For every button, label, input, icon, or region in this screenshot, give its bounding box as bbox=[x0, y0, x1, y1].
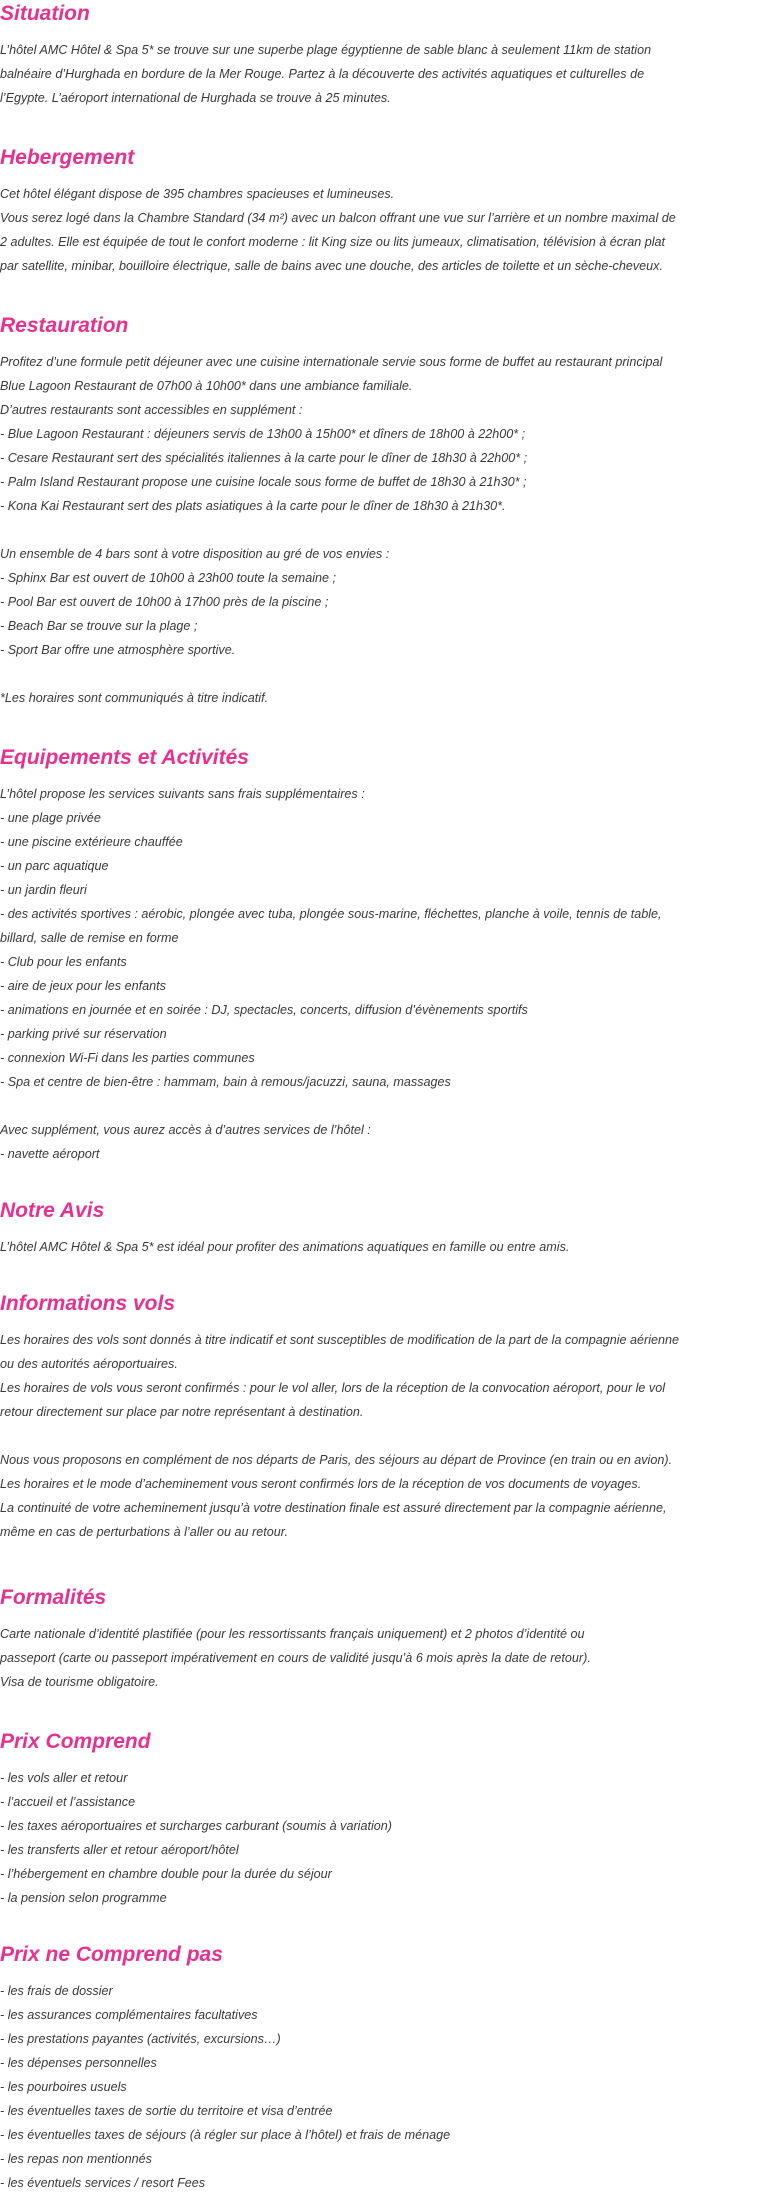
section-heading: Restauration bbox=[0, 314, 129, 337]
section-situation bbox=[0, 0, 651, 110]
text-line: - Beach Bar se trouve sur la plage ; bbox=[0, 619, 198, 633]
blank-line bbox=[0, 1424, 679, 1448]
section-body bbox=[0, 1235, 569, 1259]
text-line: - Cesare Restaurant sert des spécialités italiennes à la carte pour le dîner de 18h30 à 22h00* ; bbox=[0, 451, 528, 465]
text-line: billard, salle de remise en forme bbox=[0, 931, 179, 945]
text-line: Nous vous proposons en complément de nos départs de Paris, des séjours au départ de Province (en train ou en avion). bbox=[0, 1453, 673, 1467]
text-line: L’hôtel AMC Hôtel & Spa 5* se trouve sur une superbe plage égyptienne de sable blanc à seulement 11km de station bbox=[0, 43, 652, 57]
text-line: passeport (carte ou passeport impérativement en cours de validité jusqu’à 6 mois après la date de retour). bbox=[0, 1651, 591, 1665]
blank-line bbox=[0, 518, 662, 542]
text-line: - l’accueil et l’assistance bbox=[0, 1795, 136, 1809]
section-body bbox=[0, 350, 662, 710]
section-hebergement bbox=[0, 144, 676, 278]
section-body bbox=[0, 782, 662, 1166]
text-line: - une piscine extérieure chauffée bbox=[0, 835, 183, 849]
text-line: L’hôtel propose les services suivants sans frais supplémentaires : bbox=[0, 787, 365, 801]
section-informations-vols bbox=[0, 1290, 679, 1544]
blank-line bbox=[0, 1094, 662, 1118]
text-line: Avec supplément, vous aurez accès à d’autres services de l’hôtel : bbox=[0, 1123, 371, 1137]
text-line: - les éventuels services / resort Fees bbox=[0, 2176, 206, 2190]
text-line: - les repas non mentionnés bbox=[0, 2152, 152, 2166]
text-line: - Pool Bar est ouvert de 10h00 à 17h00 près de la piscine ; bbox=[0, 595, 329, 609]
text-line: Un ensemble de 4 bars sont à votre disposition au gré de vos envies : bbox=[0, 547, 390, 561]
text-line: - les éventuelles taxes de séjours (à régler sur place à l’hôtel) et frais de ménage bbox=[0, 2128, 451, 2142]
text-line: ou des autorités aéroportuaires. bbox=[0, 1357, 178, 1371]
text-line: 2 adultes. Elle est équipée de tout le confort moderne : lit King size ou lits jumeaux, climatisation, télévision à écran plat bbox=[0, 235, 666, 249]
text-line: - un parc aquatique bbox=[0, 859, 109, 873]
section-body bbox=[0, 38, 651, 110]
text-line: Cet hôtel élégant dispose de 395 chambres spacieuses et lumineuses. bbox=[0, 187, 395, 201]
text-line: - connexion Wi-Fi dans les parties communes bbox=[0, 1051, 255, 1065]
section-heading: Equipements et Activités bbox=[0, 746, 249, 769]
text-line: - les prestations payantes (activités, excursions…) bbox=[0, 2032, 281, 2046]
text-line: - les transferts aller et retour aéroport/hôtel bbox=[0, 1843, 239, 1857]
text-line: - Blue Lagoon Restaurant : déjeuners servis de 13h00 à 15h00* et dîners de 18h00 à 22h00* ; bbox=[0, 427, 526, 441]
section-body bbox=[0, 1622, 591, 1694]
text-line: Vous serez logé dans la Chambre Standard (34 m²) avec un balcon offrant une vue sur l’arrière et un nombre maximal de bbox=[0, 211, 676, 225]
text-line: Carte nationale d’identité plastifiée (pour les ressortissants français uniquement) et 2 photos d’identité ou bbox=[0, 1627, 585, 1641]
text-line: La continuité de votre acheminement jusqu’à votre destination finale est assuré directement par la compagnie aérienne, bbox=[0, 1501, 667, 1515]
text-line: - les frais de dossier bbox=[0, 1984, 113, 1998]
section-prix-ne-comprend-pas bbox=[0, 1941, 450, 2195]
section-notre-avis bbox=[0, 1197, 569, 1259]
section-heading: Prix Comprend bbox=[0, 1730, 151, 1753]
section-prix-comprend bbox=[0, 1728, 392, 1910]
section-heading: Hebergement bbox=[0, 146, 135, 169]
section-formalit-s bbox=[0, 1584, 591, 1694]
text-line: - parking privé sur réservation bbox=[0, 1027, 167, 1041]
text-line: - les pourboires usuels bbox=[0, 2080, 127, 2094]
section-body bbox=[0, 1766, 392, 1910]
text-line: - les éventuelles taxes de sortie du territoire et visa d’entrée bbox=[0, 2104, 333, 2118]
section-heading: Prix ne Comprend pas bbox=[0, 1943, 223, 1966]
section-body bbox=[0, 1328, 679, 1544]
text-line: même en cas de perturbations à l’aller ou au retour. bbox=[0, 1525, 288, 1539]
section-equipements-et-activit-s bbox=[0, 744, 662, 1166]
text-line: - des activités sportives : aérobic, plongée avec tuba, plongée sous-marine, fléchettes, planche à voile, tennis de table, bbox=[0, 907, 662, 921]
text-line: par satellite, minibar, bouilloire électrique, salle de bains avec une douche, des articles de toilette et un sèche-cheveux. bbox=[0, 259, 663, 273]
blank-line bbox=[0, 662, 662, 686]
section-body bbox=[0, 182, 676, 278]
text-line: - navette aéroport bbox=[0, 1147, 100, 1161]
section-heading: Situation bbox=[0, 2, 90, 25]
text-line: Les horaires de vols vous seront confirmés : pour le vol aller, lors de la réception de la convocation aéroport, pour le vol bbox=[0, 1381, 666, 1395]
text-line: - les assurances complémentaires facultatives bbox=[0, 2008, 258, 2022]
text-line: Blue Lagoon Restaurant de 07h00 à 10h00* dans une ambiance familiale. bbox=[0, 379, 413, 393]
text-line: - les taxes aéroportuaires et surcharges carburant (soumis à variation) bbox=[0, 1819, 392, 1833]
text-line: - animations en journée et en soirée : DJ, spectacles, concerts, diffusion d’évènements sportifs bbox=[0, 1003, 528, 1017]
text-line: Les horaires des vols sont donnés à titre indicatif et sont susceptibles de modification de la part de la compagnie aérienne bbox=[0, 1333, 680, 1347]
section-body bbox=[0, 1979, 450, 2195]
text-line: - Palm Island Restaurant propose une cuisine locale sous forme de buffet de 18h30 à 21h30* ; bbox=[0, 475, 527, 489]
text-line: - l’hébergement en chambre double pour la durée du séjour bbox=[0, 1867, 332, 1881]
section-restauration bbox=[0, 312, 662, 710]
text-line: retour directement sur place par notre représentant à destination. bbox=[0, 1405, 364, 1419]
text-line: - Club pour les enfants bbox=[0, 955, 127, 969]
text-line: L’hôtel AMC Hôtel & Spa 5* est idéal pour profiter des animations aquatiques en famille ou entre amis. bbox=[0, 1240, 570, 1254]
text-line: - les dépenses personnelles bbox=[0, 2056, 157, 2070]
text-line: - une plage privée bbox=[0, 811, 101, 825]
text-line: Profitez d’une formule petit déjeuner avec une cuisine internationale servie sous forme de buffet au restaurant principal bbox=[0, 355, 663, 369]
section-heading: Formalités bbox=[0, 1586, 107, 1609]
text-line: Les horaires et le mode d’acheminement vous seront confirmés lors de la réception de vos documents de voyages. bbox=[0, 1477, 642, 1491]
text-line: - Sphinx Bar est ouvert de 10h00 à 23h00 toute la semaine ; bbox=[0, 571, 337, 585]
text-line: - un jardin fleuri bbox=[0, 883, 87, 897]
text-line: D’autres restaurants sont accessibles en supplément : bbox=[0, 403, 303, 417]
text-line: - la pension selon programme bbox=[0, 1891, 167, 1905]
text-line: - Sport Bar offre une atmosphère sportive. bbox=[0, 643, 236, 657]
text-line: Visa de tourisme obligatoire. bbox=[0, 1675, 159, 1689]
section-heading: Informations vols bbox=[0, 1292, 176, 1315]
text-line: balnéaire d’Hurghada en bordure de la Mer Rouge. Partez à la découverte des activités aquatiques et culturelles de bbox=[0, 67, 645, 81]
text-line: - les vols aller et retour bbox=[0, 1771, 128, 1785]
text-line: - aire de jeux pour les enfants bbox=[0, 979, 166, 993]
text-line: *Les horaires sont communiqués à titre indicatif. bbox=[0, 691, 269, 705]
section-heading: Notre Avis bbox=[0, 1199, 105, 1222]
text-line: - Spa et centre de bien-être : hammam, bain à remous/jacuzzi, sauna, massages bbox=[0, 1075, 451, 1089]
text-line: l’Egypte. L’aéroport international de Hurghada se trouve à 25 minutes. bbox=[0, 91, 391, 105]
text-line: - Kona Kai Restaurant sert des plats asiatiques à la carte pour le dîner de 18h30 à 21h30*. bbox=[0, 499, 506, 513]
